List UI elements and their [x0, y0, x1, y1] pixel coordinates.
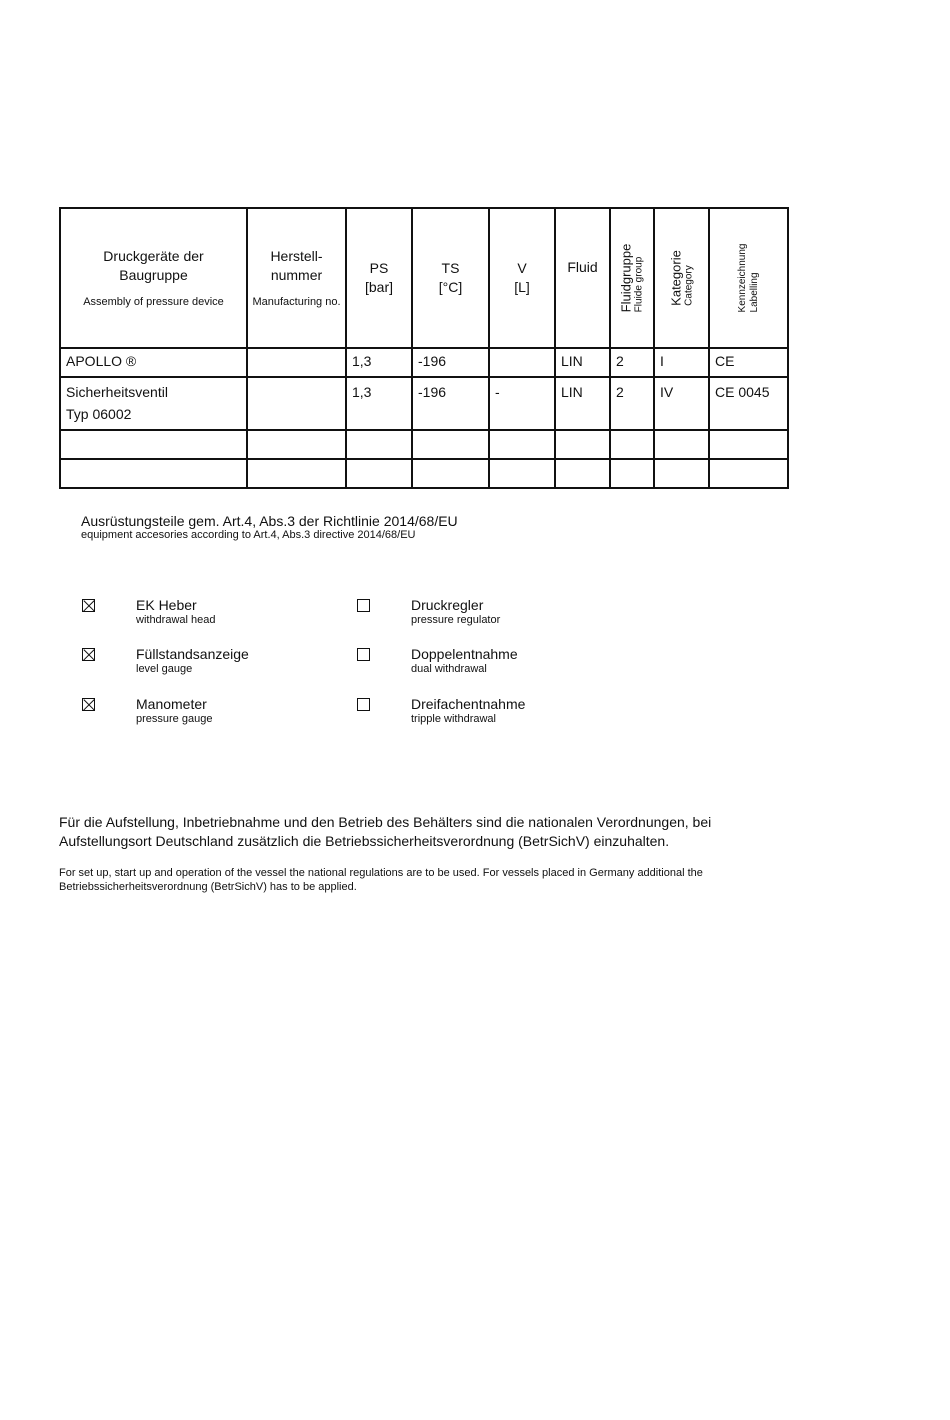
regulation-note-de	[59, 813, 804, 851]
header-v-unit: [L]	[514, 279, 530, 295]
cell-v: -	[489, 377, 555, 430]
cell-fluid: LIN	[555, 377, 610, 430]
header-category	[654, 208, 709, 348]
header-labelling-de: Kennzeichnung	[736, 243, 748, 313]
option-sublabel: withdrawal head	[136, 614, 216, 626]
header-category-de: Kategorie	[668, 250, 683, 306]
cell-fluid-group: 2	[610, 348, 654, 377]
header-ts-label: TS	[441, 260, 460, 276]
cell-fluid-group: 2	[610, 377, 654, 430]
header-fluid-group-rotated	[619, 244, 646, 313]
option-tripple-withdrawal[interactable]	[357, 696, 597, 736]
cell-ts: -196	[412, 377, 489, 430]
table-row	[60, 348, 788, 377]
checkbox[interactable]	[357, 599, 370, 612]
table-row	[60, 377, 788, 430]
option-sublabel: dual withdrawal	[411, 663, 487, 675]
option-sublabel: pressure regulator	[411, 614, 501, 626]
regulation-note-de-line2: Aufstellungsort Deutschland zusätzlich die Betriebssicherheitsverordnung (BetrSichV) einzuhalten.	[59, 833, 670, 849]
option-label: Dreifachentnahme	[411, 696, 526, 712]
option-pressure-gauge[interactable]	[82, 696, 322, 736]
header-v-label: V	[517, 260, 527, 276]
cell-labelling: CE	[709, 348, 788, 377]
header-ps-label: PS	[369, 260, 389, 276]
cell-ps: 1,3	[346, 348, 412, 377]
checkbox[interactable]	[82, 698, 95, 711]
pressure-devices-table	[59, 207, 789, 489]
cell-category: IV	[654, 377, 709, 430]
header-fluid-group-en: Fluide group	[633, 256, 645, 313]
option-withdrawal-head[interactable]	[82, 597, 322, 637]
header-manufacturing-de: Herstell-nummer	[270, 248, 323, 283]
cell-manufacturing-no	[247, 377, 346, 430]
equipment-heading	[81, 513, 458, 542]
cell-ts: -196	[412, 348, 489, 377]
header-fluid-label: Fluid	[567, 259, 598, 275]
checkbox[interactable]	[357, 648, 370, 661]
equipment-title-en: equipment accesories according to Art.4, Abs.3 directive 2014/68/EU	[81, 529, 416, 541]
header-assembly	[60, 208, 247, 348]
option-label: Druckregler	[411, 597, 484, 613]
cell-v	[489, 348, 555, 377]
header-fluid-group	[610, 208, 654, 348]
header-assembly-de: Druckgeräte der Baugruppe	[103, 248, 204, 283]
header-fluid-group-de: Fluidgruppe	[618, 243, 634, 313]
header-category-en: Category	[683, 265, 694, 306]
cell-device	[60, 348, 247, 377]
cell-fluid: LIN	[555, 348, 610, 377]
option-sublabel: tripple withdrawal	[411, 713, 496, 725]
table-row-empty	[60, 430, 788, 459]
table-header-row	[60, 208, 788, 348]
device-name: Sicherheitsventil	[66, 384, 168, 400]
header-labelling-rotated	[737, 244, 761, 313]
option-dual-withdrawal[interactable]	[357, 646, 597, 686]
header-ps-unit: [bar]	[364, 279, 393, 295]
cell-ps: 1,3	[346, 377, 412, 430]
header-ts	[412, 208, 489, 348]
option-label: EK Heber	[136, 597, 197, 613]
table-row-empty	[60, 459, 788, 488]
header-fluid	[555, 208, 610, 348]
header-assembly-en: Assembly of pressure device	[83, 296, 224, 308]
header-ts-unit: [°C]	[438, 279, 463, 295]
option-level-gauge[interactable]	[82, 646, 322, 686]
device-type: Typ 06002	[66, 406, 132, 422]
cell-category: I	[654, 348, 709, 377]
cell-device	[60, 377, 247, 430]
checkbox[interactable]	[357, 698, 370, 711]
option-label: Manometer	[136, 696, 207, 712]
cell-labelling: CE 0045	[709, 377, 788, 430]
header-manufacturing	[247, 208, 346, 348]
option-label: Doppelentnahme	[411, 646, 518, 662]
device-name: APOLLO ®	[66, 353, 137, 369]
header-labelling	[709, 208, 788, 348]
regulation-note-de-line1: Für die Aufstellung, Inbetriebnahme und den Betrieb des Behälters sind die nationalen Verordnungen, bei	[59, 814, 712, 830]
checkbox[interactable]	[82, 599, 95, 612]
header-manufacturing-en: Manufacturing no.	[252, 296, 341, 308]
option-sublabel: pressure gauge	[136, 713, 213, 725]
equipment-title-de: Ausrüstungsteile gem. Art.4, Abs.3 der Richtlinie 2014/68/EU	[81, 513, 458, 529]
checkbox[interactable]	[82, 648, 95, 661]
option-label: Füllstandsanzeige	[136, 646, 249, 662]
option-pressure-regulator[interactable]	[357, 597, 597, 637]
option-sublabel: level gauge	[136, 663, 193, 675]
regulation-note-en: For set up, start up and operation of the vessel the national regulations are to be used. For vessels placed in Germany additional the Betriebssicherheitsverordnung (BetrSichV) has to be applied.	[59, 867, 703, 893]
header-ps	[346, 208, 412, 348]
cell-manufacturing-no	[247, 348, 346, 377]
header-v	[489, 208, 555, 348]
header-category-rotated	[668, 250, 695, 306]
header-labelling-en: Labelling	[748, 272, 760, 313]
